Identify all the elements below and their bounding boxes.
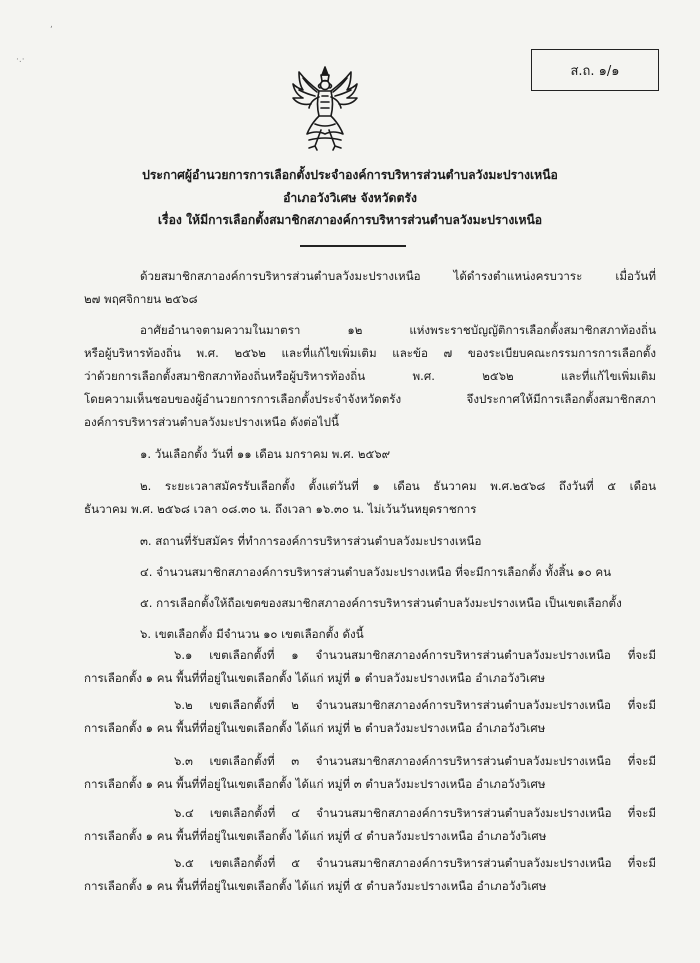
item-election-date: ๑. วันเลือกตั้ง วันที่ ๑๑ เดือน มกราคม พ.ศ. ๒๕๖๙ xyxy=(140,447,391,461)
paragraph-line: โดยความเห็นชอบของผู้อำนวยการการเลือกตั้งประจำจังหวัดตรัง จึงประกาศให้มีการเลือกตั้งสมาชิกสภา xyxy=(84,392,656,406)
form-code-box xyxy=(531,49,659,91)
paragraph-line: หรือผู้บริหารท้องถิ่น พ.ศ. ๒๕๖๒ และที่แก้ไขเพิ่มเติม และข้อ ๗ ของระเบียบคณะกรรมการการเลือกตั้ง xyxy=(84,346,656,360)
item-member-count: ๔. จำนวนสมาชิกสภาองค์การบริหารส่วนตำบลวังมะปรางเหนือ ที่จะมีการเลือกตั้ง ทั้งสิ้น ๑๐ คน xyxy=(140,565,612,579)
zone-3-line1: ๖.๓ เขตเลือกตั้งที่ ๓ จำนวนสมาชิกสภาองค์การบริหารส่วนตำบลวังมะปรางเหนือ ที่จะมี xyxy=(174,754,656,768)
garuda-emblem-icon xyxy=(289,64,361,152)
zone-4-line1: ๖.๔ เขตเลือกตั้งที่ ๔ จำนวนสมาชิกสภาองค์การบริหารส่วนตำบลวังมะปรางเหนือ ที่จะมี xyxy=(174,806,656,820)
announcement-title-line1: ประกาศผู้อำนวยการการเลือกตั้งประจำองค์การบริหารส่วนตำบลวังมะปรางเหนือ xyxy=(142,168,558,182)
item-constituency-basis: ๕. การเลือกตั้งให้ถือเขตของสมาชิกสภาองค์การบริหารส่วนตำบลวังมะปรางเหนือ เป็นเขตเลือกตั้ง xyxy=(140,596,622,610)
announcement-title-line2: อำเภอวังวิเศษ จังหวัดตรัง xyxy=(283,191,417,205)
announcement-subject: เรื่อง ให้มีการเลือกตั้งสมาชิกสภาองค์การบริหารส่วนตำบลวังมะปรางเหนือ xyxy=(157,213,543,227)
form-code-label: ส.ถ. ๑/๑ xyxy=(570,63,620,79)
zone-4-line2: การเลือกตั้ง ๑ คน พื้นที่ที่อยู่ในเขตเลือกตั้ง ได้แก่ หมู่ที่ ๔ ตำบลวังมะปรางเหนือ อำเภอวังวิเศษ xyxy=(84,829,547,843)
item-registration-period: ๒. ระยะเวลาสมัครรับเลือกตั้ง ตั้งแต่วันที่ ๑ เดือน ธันวาคม พ.ศ.๒๕๖๘ ถึงวันที่ ๕ เดือน xyxy=(140,479,656,493)
scan-mark: , xyxy=(50,20,53,30)
zone-1-line2: การเลือกตั้ง ๑ คน พื้นที่ที่อยู่ในเขตเลือกตั้ง ได้แก่ หมู่ที่ ๑ ตำบลวังมะปรางเหนือ อำเภอวังวิเศษ xyxy=(84,671,545,685)
zone-5-line1: ๖.๕ เขตเลือกตั้งที่ ๕ จำนวนสมาชิกสภาองค์การบริหารส่วนตำบลวังมะปรางเหนือ ที่จะมี xyxy=(174,856,656,870)
paragraph-line: ด้วยสมาชิกสภาองค์การบริหารส่วนตำบลวังมะปรางเหนือ ได้ดำรงตำแหน่งครบวาระ เมื่อวันที่ xyxy=(140,269,656,283)
zone-3-line2: การเลือกตั้ง ๑ คน พื้นที่ที่อยู่ในเขตเลือกตั้ง ได้แก่ หมู่ที่ ๓ ตำบลวังมะปรางเหนือ อำเภอวังวิเศษ xyxy=(84,777,546,791)
paragraph-line: องค์การบริหารส่วนตำบลวังมะปรางเหนือ ดังต่อไปนี้ xyxy=(84,415,339,429)
paragraph-line: ๒๗ พฤศจิกายน ๒๕๖๘ xyxy=(84,292,198,306)
paragraph-line: ว่าด้วยการเลือกตั้งสมาชิกสภาท้องถิ่นหรือผู้บริหารท้องถิ่น พ.ศ. ๒๕๖๒ และที่แก้ไขเพิ่มเติม xyxy=(84,369,656,383)
zone-2-line2: การเลือกตั้ง ๑ คน พื้นที่ที่อยู่ในเขตเลือกตั้ง ได้แก่ หมู่ที่ ๒ ตำบลวังมะปรางเหนือ อำเภอวังวิเศษ xyxy=(84,721,546,735)
item-constituencies: ๖. เขตเลือกตั้ง มีจำนวน ๑๐ เขตเลือกตั้ง ดังนี้ xyxy=(140,627,364,641)
zone-1-line1: ๖.๑ เขตเลือกตั้งที่ ๑ จำนวนสมาชิกสภาองค์การบริหารส่วนตำบลวังมะปรางเหนือ ที่จะมี xyxy=(174,648,656,662)
zone-5-line2: การเลือกตั้ง ๑ คน พื้นที่ที่อยู่ในเขตเลือกตั้ง ได้แก่ หมู่ที่ ๕ ตำบลวังมะปรางเหนือ อำเภอวังวิเศษ xyxy=(84,879,547,893)
title-divider xyxy=(300,245,406,247)
zone-2-line1: ๖.๒ เขตเลือกตั้งที่ ๒ จำนวนสมาชิกสภาองค์การบริหารส่วนตำบลวังมะปรางเหนือ ที่จะมี xyxy=(174,698,656,712)
item-registration-place: ๓. สถานที่รับสมัคร ที่ทำการองค์การบริหารส่วนตำบลวังมะปรางเหนือ xyxy=(140,534,482,548)
scan-mark: ·.· xyxy=(16,55,25,65)
item-registration-period-cont: ธันวาคม พ.ศ. ๒๕๖๘ เวลา ๐๘.๓๐ น. ถึงเวลา ๑๖.๓๐ น. ไม่เว้นวันหยุดราชการ xyxy=(84,502,477,516)
paragraph-line: อาศัยอำนาจตามความในมาตรา ๑๒ แห่งพระราชบัญญัติการเลือกตั้งสมาชิกสภาท้องถิ่น xyxy=(140,323,656,337)
